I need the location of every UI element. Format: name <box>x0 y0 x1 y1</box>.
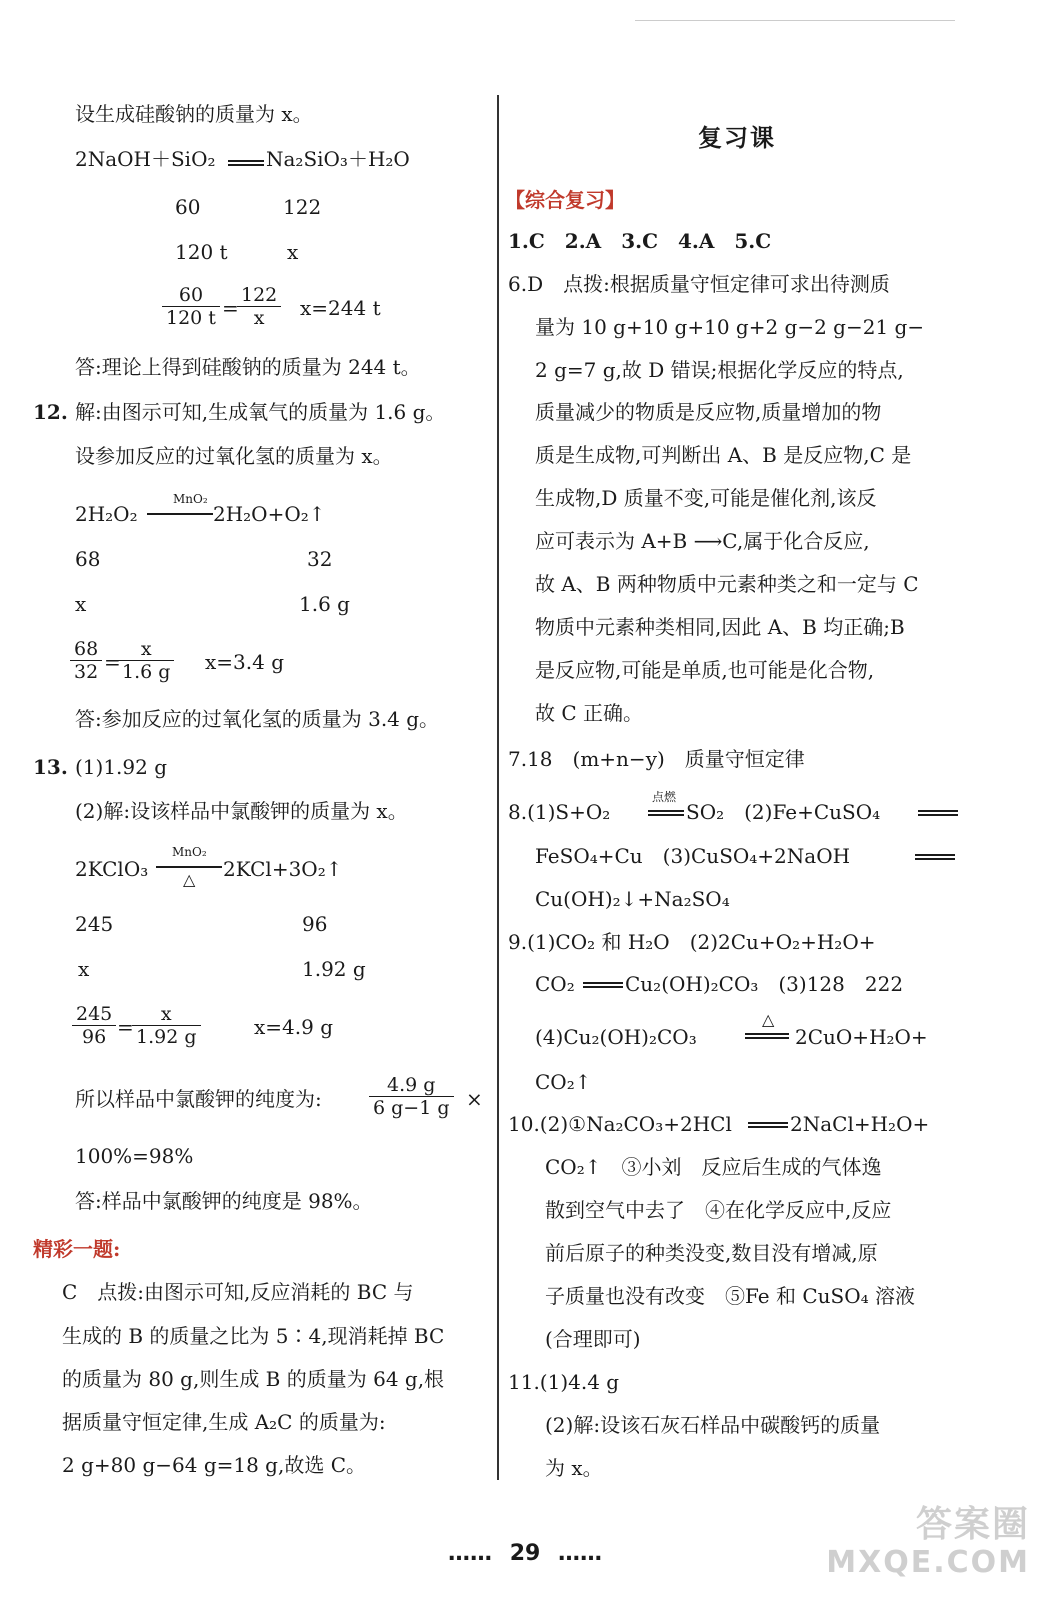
ratio-value: 32 <box>307 547 333 571</box>
fraction-numerator: 68 <box>70 638 102 661</box>
equation-rhs: SO₂ (2)Fe+CuSO₄ <box>686 800 881 824</box>
fraction-denominator: 120 t <box>166 307 216 329</box>
text-line: (合理即可) <box>545 1327 641 1351</box>
fraction-numerator: 4.9 g <box>369 1074 454 1097</box>
fraction <box>237 284 281 329</box>
question-number: 13. <box>33 755 68 779</box>
section-heading: 【综合复习】 <box>505 188 625 212</box>
page-title: 复习课 <box>698 123 776 152</box>
fraction-denominator: 1.6 g <box>122 661 171 683</box>
text-line: 2 g=7 g,故 D 错误;根据化学反应的特点, <box>535 358 904 382</box>
text-line: 故 A、B 两种物质中元素种类之和一定与 C <box>535 572 919 596</box>
text-line: 据质量守恒定律,生成 A₂C 的质量为: <box>62 1410 386 1434</box>
ratio-value: 68 <box>75 547 101 571</box>
equals-sign: = <box>117 1015 134 1039</box>
answer: 答:参加反应的过氧化氢的质量为 3.4 g。 <box>75 707 440 731</box>
watermark <box>826 1506 1030 1582</box>
answer: 答:理论上得到硅酸钠的质量为 244 t。 <box>75 355 421 379</box>
fraction-numerator: x <box>118 638 174 661</box>
fraction-denominator: 1.92 g <box>136 1026 197 1048</box>
fraction-numerator: 60 <box>162 284 220 307</box>
ratio-value: x <box>75 592 87 616</box>
ratio-value: x <box>78 957 90 981</box>
text-line: 设生成硅酸钠的质量为 x。 <box>75 102 313 126</box>
text-line: 故 C 正确。 <box>535 701 644 725</box>
reaction-line <box>147 513 213 515</box>
text-line: 9.(1)CO₂ 和 H₂O (2)2Cu+O₂+H₂O+ <box>508 930 876 954</box>
equation-lhs: 2NaOH＋SiO₂ <box>75 147 216 171</box>
text-line: (2)解:设该样品中氯酸钾的质量为 x。 <box>75 799 408 823</box>
equals-line <box>915 854 955 856</box>
text-line: FeSO₄+Cu (3)CuSO₄+2NaOH <box>535 844 851 868</box>
footer-dots: …… <box>557 1541 602 1566</box>
ratio-value: x <box>287 240 299 264</box>
fraction <box>72 1003 116 1048</box>
heat-symbol: △ <box>183 870 196 889</box>
top-rule <box>635 20 955 21</box>
answer: 答:样品中氯酸钾的纯度是 98%。 <box>75 1189 373 1213</box>
fraction-numerator: x <box>132 1003 201 1026</box>
text-line: 6.D 点拨:根据质量守恒定律可求出待测质 <box>508 272 890 296</box>
text-line: 2NaCl+H₂O+ <box>790 1112 930 1136</box>
equation-lhs: 2KClO₃ <box>75 857 149 881</box>
section-heading: 精彩一题: <box>33 1237 121 1261</box>
equation-rhs: 2KCl+3O₂↑ <box>223 857 343 881</box>
text-line: (1)1.92 g <box>75 755 168 779</box>
fraction <box>132 1003 201 1048</box>
text-line: 设参加反应的过氧化氢的质量为 x。 <box>75 444 393 468</box>
times-sign: × <box>466 1087 483 1111</box>
text-line: (4)Cu₂(OH)₂CO₃ <box>535 1025 697 1049</box>
equals-line <box>918 810 958 812</box>
fraction <box>70 638 102 683</box>
fraction-numerator: 122 <box>237 284 281 307</box>
ratio-value: 120 t <box>175 240 228 264</box>
ratio-value: 96 <box>302 912 328 936</box>
ratio-value: 245 <box>75 912 114 936</box>
equals-line <box>748 1126 788 1128</box>
equals-line <box>915 858 955 860</box>
equals-line <box>648 814 684 816</box>
text-line: 所以样品中氯酸钾的纯度为: <box>75 1087 322 1111</box>
fraction-numerator: 245 <box>72 1003 116 1026</box>
reaction-line <box>156 866 222 868</box>
text-line: 物质中元素种类相同,因此 A、B 均正确;B <box>535 615 905 639</box>
fraction-denominator: 96 <box>82 1026 107 1048</box>
equals-line <box>748 1122 788 1124</box>
text-line: CO₂ <box>535 972 575 996</box>
ratio-value: 122 <box>283 195 322 219</box>
text-line: 11.(1)4.4 g <box>508 1370 620 1394</box>
heat-symbol: △ <box>762 1010 775 1029</box>
text-line: 100%=98% <box>75 1144 194 1168</box>
text-line: 散到空气中去了 ④在化学反应中,反应 <box>545 1198 892 1222</box>
fraction-denominator: 6 g−1 g <box>373 1097 450 1119</box>
catalyst-label: MnO₂ <box>172 845 207 859</box>
text-line: 2 g+80 g−64 g=18 g,故选 C。 <box>62 1453 367 1477</box>
equation-lhs: 2H₂O₂ <box>75 502 138 526</box>
text-line: CO₂↑ <box>535 1070 592 1094</box>
watermark-line: MXQE.COM <box>826 1545 1030 1580</box>
equals-line <box>745 1033 789 1035</box>
fraction-denominator: 32 <box>74 661 99 683</box>
equation-lhs: 8.(1)S+O₂ <box>508 800 611 824</box>
text-line: 10.(2)①Na₂CO₃+2HCl <box>508 1112 732 1136</box>
equals-line <box>228 160 264 162</box>
text-line: 质量减少的物质是反应物,质量增加的物 <box>535 400 882 424</box>
column-divider <box>497 95 499 1480</box>
watermark-line: 答案圈 <box>915 1504 1030 1545</box>
fraction <box>118 638 174 683</box>
equals-line <box>228 164 264 166</box>
text-line: 为 x。 <box>545 1456 603 1480</box>
equals-sign: = <box>222 296 239 320</box>
text-line: C 点拨:由图示可知,反应消耗的 BC 与 <box>62 1280 414 1304</box>
text-line: 子质量也没有改变 ⑤Fe 和 CuSO₄ 溶液 <box>545 1284 915 1308</box>
answer-line: 1.C 2.A 3.C 4.A 5.C <box>508 229 772 253</box>
equals-line <box>583 986 623 988</box>
fraction <box>369 1074 454 1119</box>
text-line: CO₂↑ ③小刘 反应后生成的气体逸 <box>545 1155 882 1179</box>
text-line: 生成的 B 的质量之比为 5∶4,现消耗掉 BC <box>62 1324 445 1348</box>
text-line: Cu(OH)₂↓+Na₂SO₄ <box>535 887 730 911</box>
fraction <box>162 284 220 329</box>
ratio-value: 1.6 g <box>299 592 350 616</box>
ratio-value: 1.92 g <box>302 957 366 981</box>
text-line: 是反应物,可能是单质,也可能是化合物, <box>535 658 875 682</box>
equals-line <box>583 982 623 984</box>
catalyst-label: MnO₂ <box>173 492 208 506</box>
result: x=3.4 g <box>205 650 285 674</box>
text-line: Cu₂(OH)₂CO₃ (3)128 222 <box>625 972 904 996</box>
equals-line <box>648 810 684 812</box>
condition-label: 点燃 <box>652 790 677 804</box>
text-line: 应可表示为 A+B ⟶C,属于化合反应, <box>535 529 870 553</box>
equation-rhs: 2H₂O+O₂↑ <box>213 502 326 526</box>
footer-dots: …… <box>448 1541 493 1566</box>
equals-sign: = <box>104 650 121 674</box>
text-line: 的质量为 80 g,则生成 B 的质量为 64 g,根 <box>62 1367 445 1391</box>
question-number: 12. <box>33 400 68 424</box>
text-line: 生成物,D 质量不变,可能是催化剂,该反 <box>535 486 877 510</box>
ratio-value: 60 <box>175 195 201 219</box>
text-line: 前后原子的种类没变,数目没有增减,原 <box>545 1241 878 1265</box>
equals-line <box>918 814 958 816</box>
text-line: 2CuO+H₂O+ <box>795 1025 928 1049</box>
text-line: 量为 10 g+10 g+10 g+2 g−2 g−21 g− <box>535 315 925 339</box>
text-line: 7.18 (m+n−y) 质量守恒定律 <box>508 747 805 771</box>
text-line: (2)解:设该石灰石样品中碳酸钙的质量 <box>545 1413 881 1437</box>
page-number: 29 <box>509 1541 541 1566</box>
equation-rhs: Na₂SiO₃＋H₂O <box>266 147 410 171</box>
equals-line <box>745 1037 789 1039</box>
text-line: 质是生成物,可判断出 A、B 是反应物,C 是 <box>535 443 912 467</box>
fraction-denominator: x <box>253 307 265 329</box>
result: x=4.9 g <box>254 1015 334 1039</box>
result: x=244 t <box>300 296 381 320</box>
text-line: 解:由图示可知,生成氧气的质量为 1.6 g。 <box>75 400 446 424</box>
